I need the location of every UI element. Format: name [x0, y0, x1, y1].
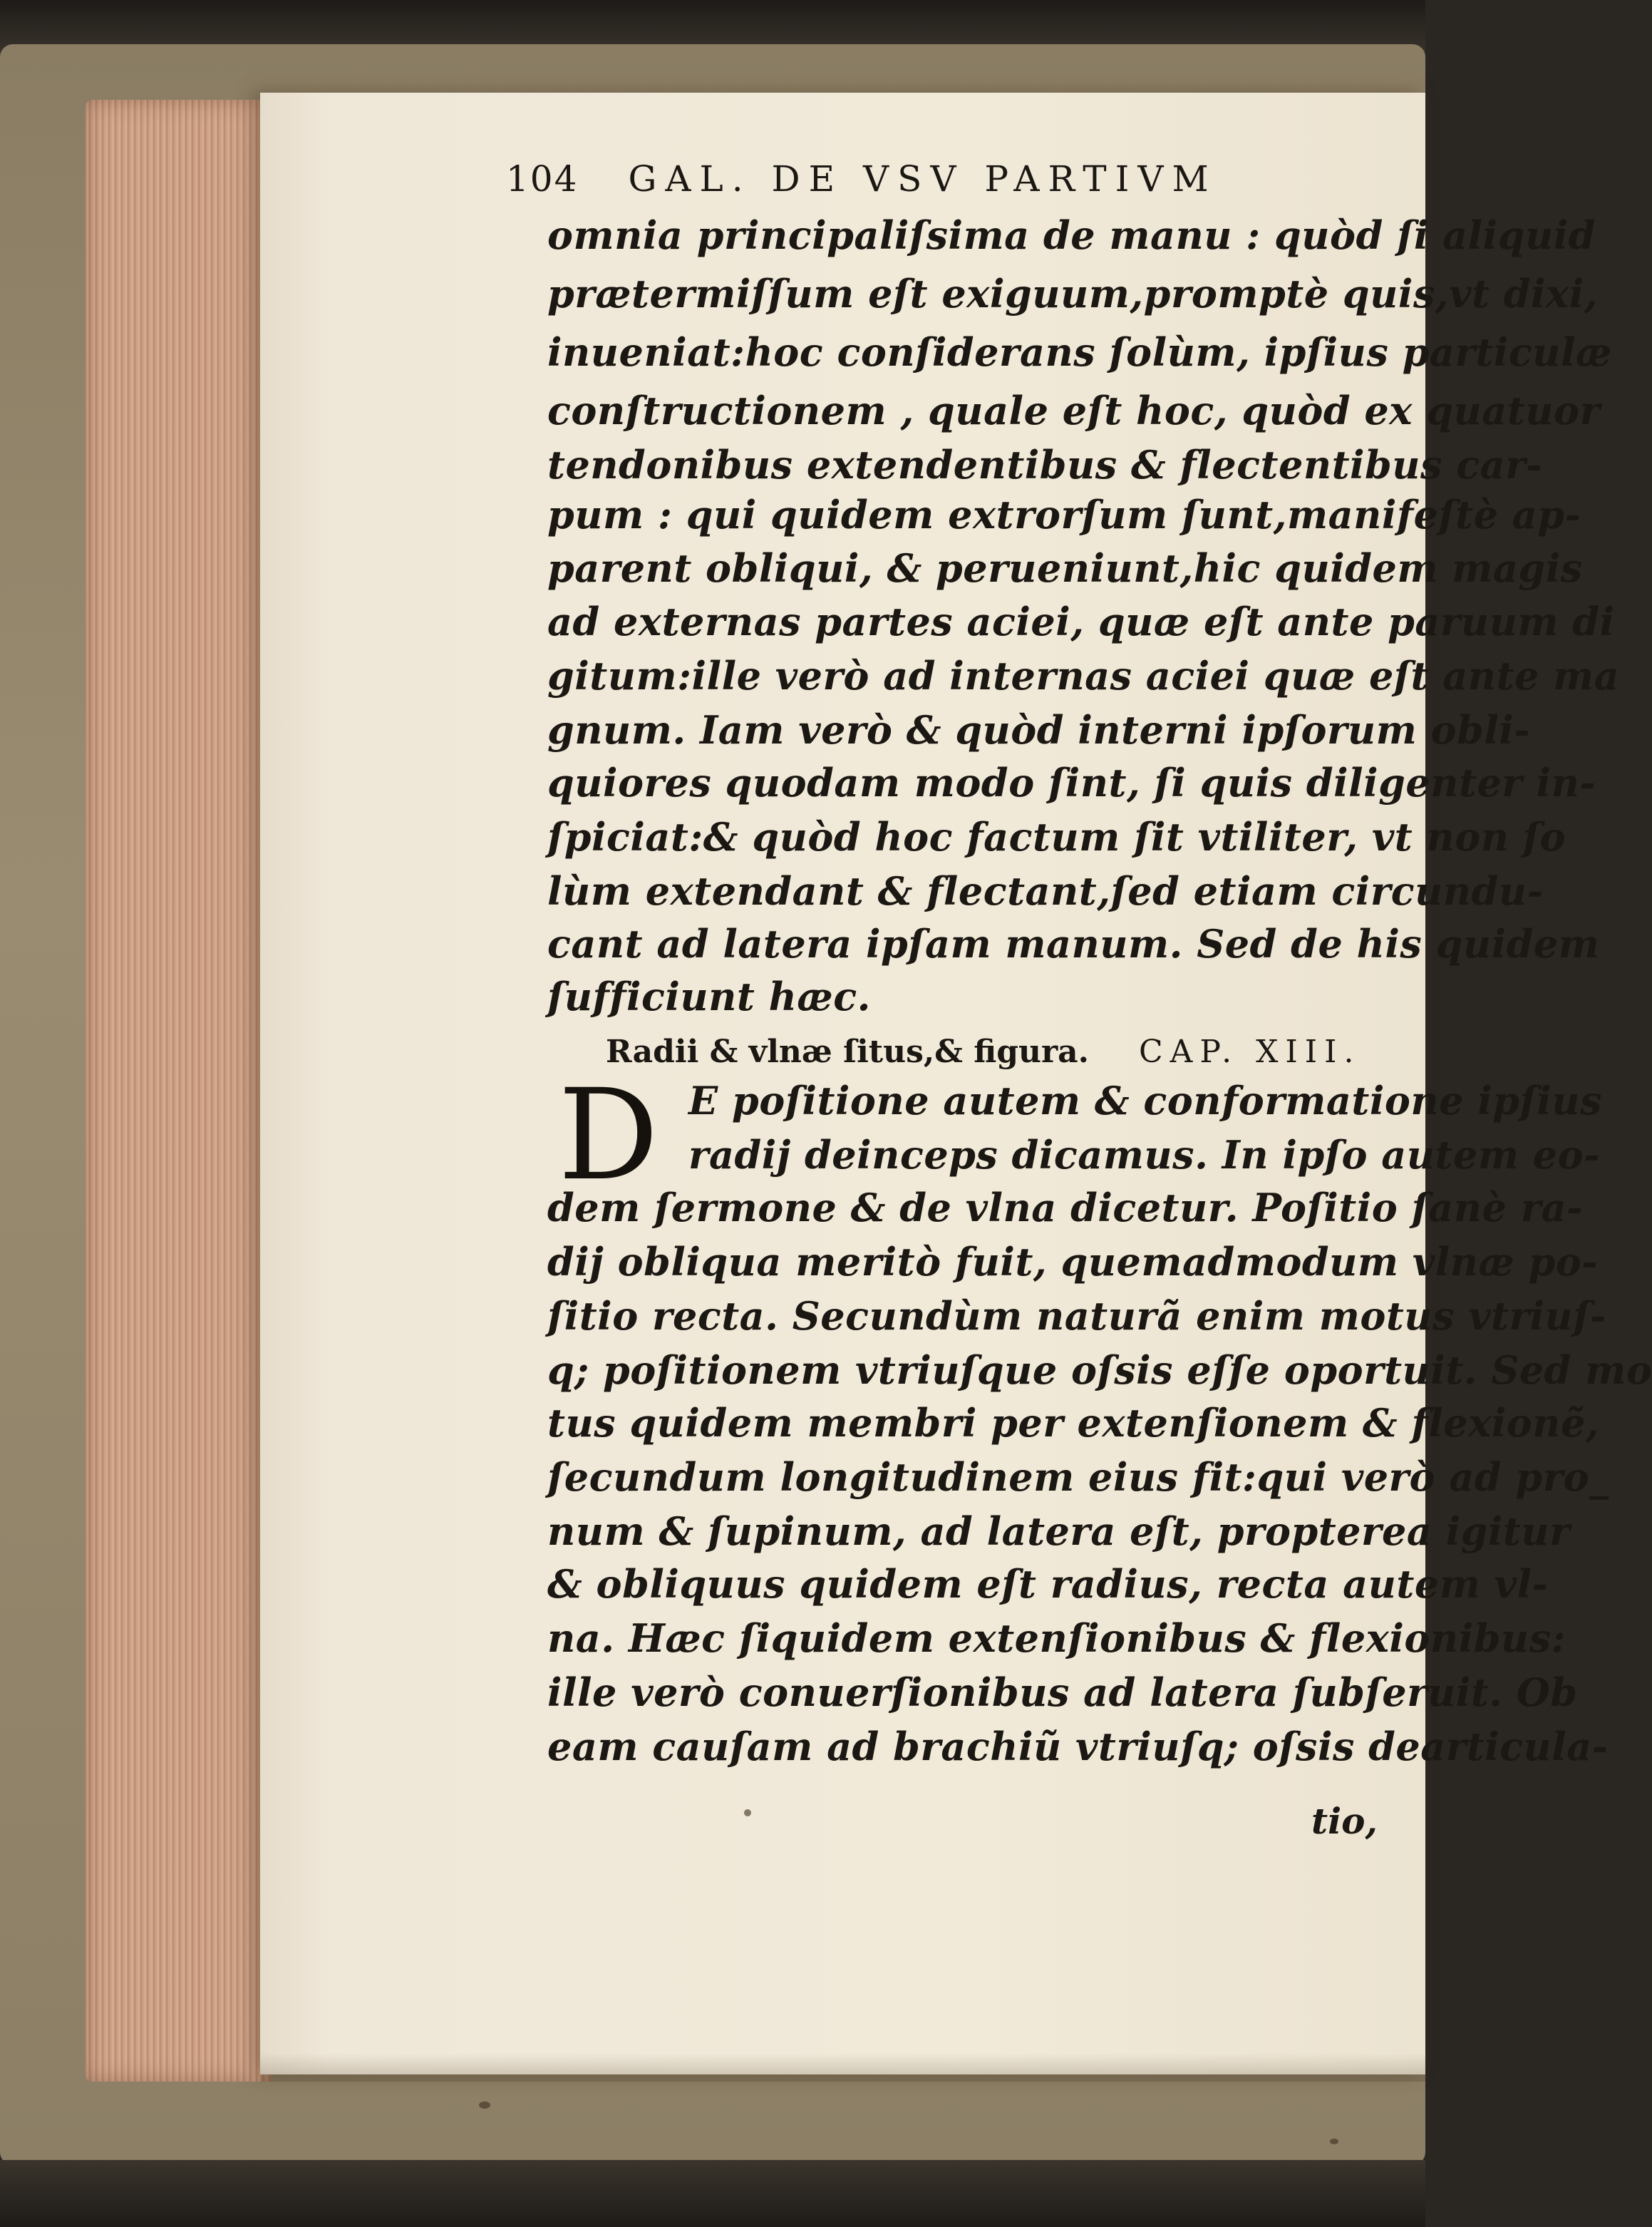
page-number: 104	[506, 158, 579, 200]
text-line: conſtructionem , quale eſt hoc, quòd ex quatuor	[547, 388, 1601, 433]
text-line: tendonibus extendentibus & flectentibus car-	[547, 442, 1542, 488]
text-line: q; poſitionem vtriuſque oſsis eſſe oportuit. Sed mo	[547, 1347, 1652, 1393]
text-line: lùm extendant & flectant,ſed etiam circundu-	[547, 868, 1544, 914]
text-line: prætermiſſum eſt exiguum,promptè quis,vt dixi,	[547, 271, 1599, 317]
text-line: E poſitione autem & conformatione ipſius	[688, 1078, 1602, 1123]
ink-speck	[1330, 2139, 1338, 2144]
text-line: ad externas partes aciei, quæ eſt ante paruum di	[547, 599, 1615, 644]
chapter-number: CAP. XIII.	[1138, 1034, 1361, 1070]
text-line: ſecundum longitudinem eius fit:qui verò ad pro_	[547, 1454, 1609, 1500]
text-line: ille verò conuerſionibus ad latera ſubſeruit. Ob	[547, 1670, 1578, 1715]
running-title: GAL. DE VSV PARTIVM	[628, 158, 1217, 200]
chapter-title: Radii & vlnæ ſitus,& figura.	[606, 1034, 1089, 1070]
text-line: ſpiciat:& quòd hoc factum ſit vtiliter, vt non ſo	[547, 814, 1566, 860]
ink-speck	[479, 2102, 490, 2109]
text-line: pum : qui quidem extrorſum ſunt,manifeſtè ap-	[547, 492, 1581, 538]
text-line: ſitio recta. Secundùm naturã enim motus vtriuſ-	[547, 1293, 1606, 1339]
text-line: na. Hæc ſiquidem extenſionibus & flexionibus:	[547, 1615, 1566, 1661]
running-head	[506, 158, 1217, 200]
page-shadow	[260, 2053, 1425, 2082]
text-line: cant ad latera ipſam manum. Sed de his quidem	[547, 921, 1600, 967]
text-line: dem ſermone & de vlna dicetur. Poſitio ſanè ra-	[547, 1185, 1584, 1230]
text-line: inueniat:hoc conſiderans ſolùm, ipſius particulæ	[547, 329, 1612, 375]
text-line: omnia principaliſsima de manu : quòd ſi aliquid	[547, 212, 1596, 258]
ink-speck	[744, 1809, 751, 1816]
text-line: ſufficiunt hæc.	[547, 974, 871, 1019]
catchword: tio,	[1311, 1800, 1378, 1842]
drop-capital: D	[558, 1062, 659, 1208]
scan-background-bottom	[0, 2160, 1425, 2227]
text-line: & obliquus quidem eſt radius, recta autem vl-	[547, 1561, 1549, 1607]
page-block-edge	[86, 100, 271, 2082]
text-line: eam cauſam ad brachiũ vtriuſq; oſsis dearticula-	[547, 1724, 1609, 1769]
text-line: tus quidem membri per extenſionem & flexionẽ,	[547, 1400, 1600, 1446]
text-line: num & ſupinum, ad latera eſt, propterea igitur	[547, 1508, 1571, 1554]
text-line: parent obliqui, & perueniunt,hic quidem magis	[547, 545, 1583, 591]
text-line: gitum:ille verò ad internas aciei quæ eſt ante ma	[547, 653, 1620, 699]
text-line: gnum. Iam verò & quòd interni ipſorum obli-	[547, 707, 1531, 753]
chapter-heading	[606, 1034, 1361, 1070]
text-line: radij deinceps dicamus. In ipſo autem eo-	[688, 1132, 1601, 1178]
text-line: quiores quodam modo ſint, ſi quis diligenter in-	[547, 760, 1596, 806]
text-line: dij obliqua meritò fuit, quemadmodum vlnæ po-	[547, 1239, 1599, 1285]
